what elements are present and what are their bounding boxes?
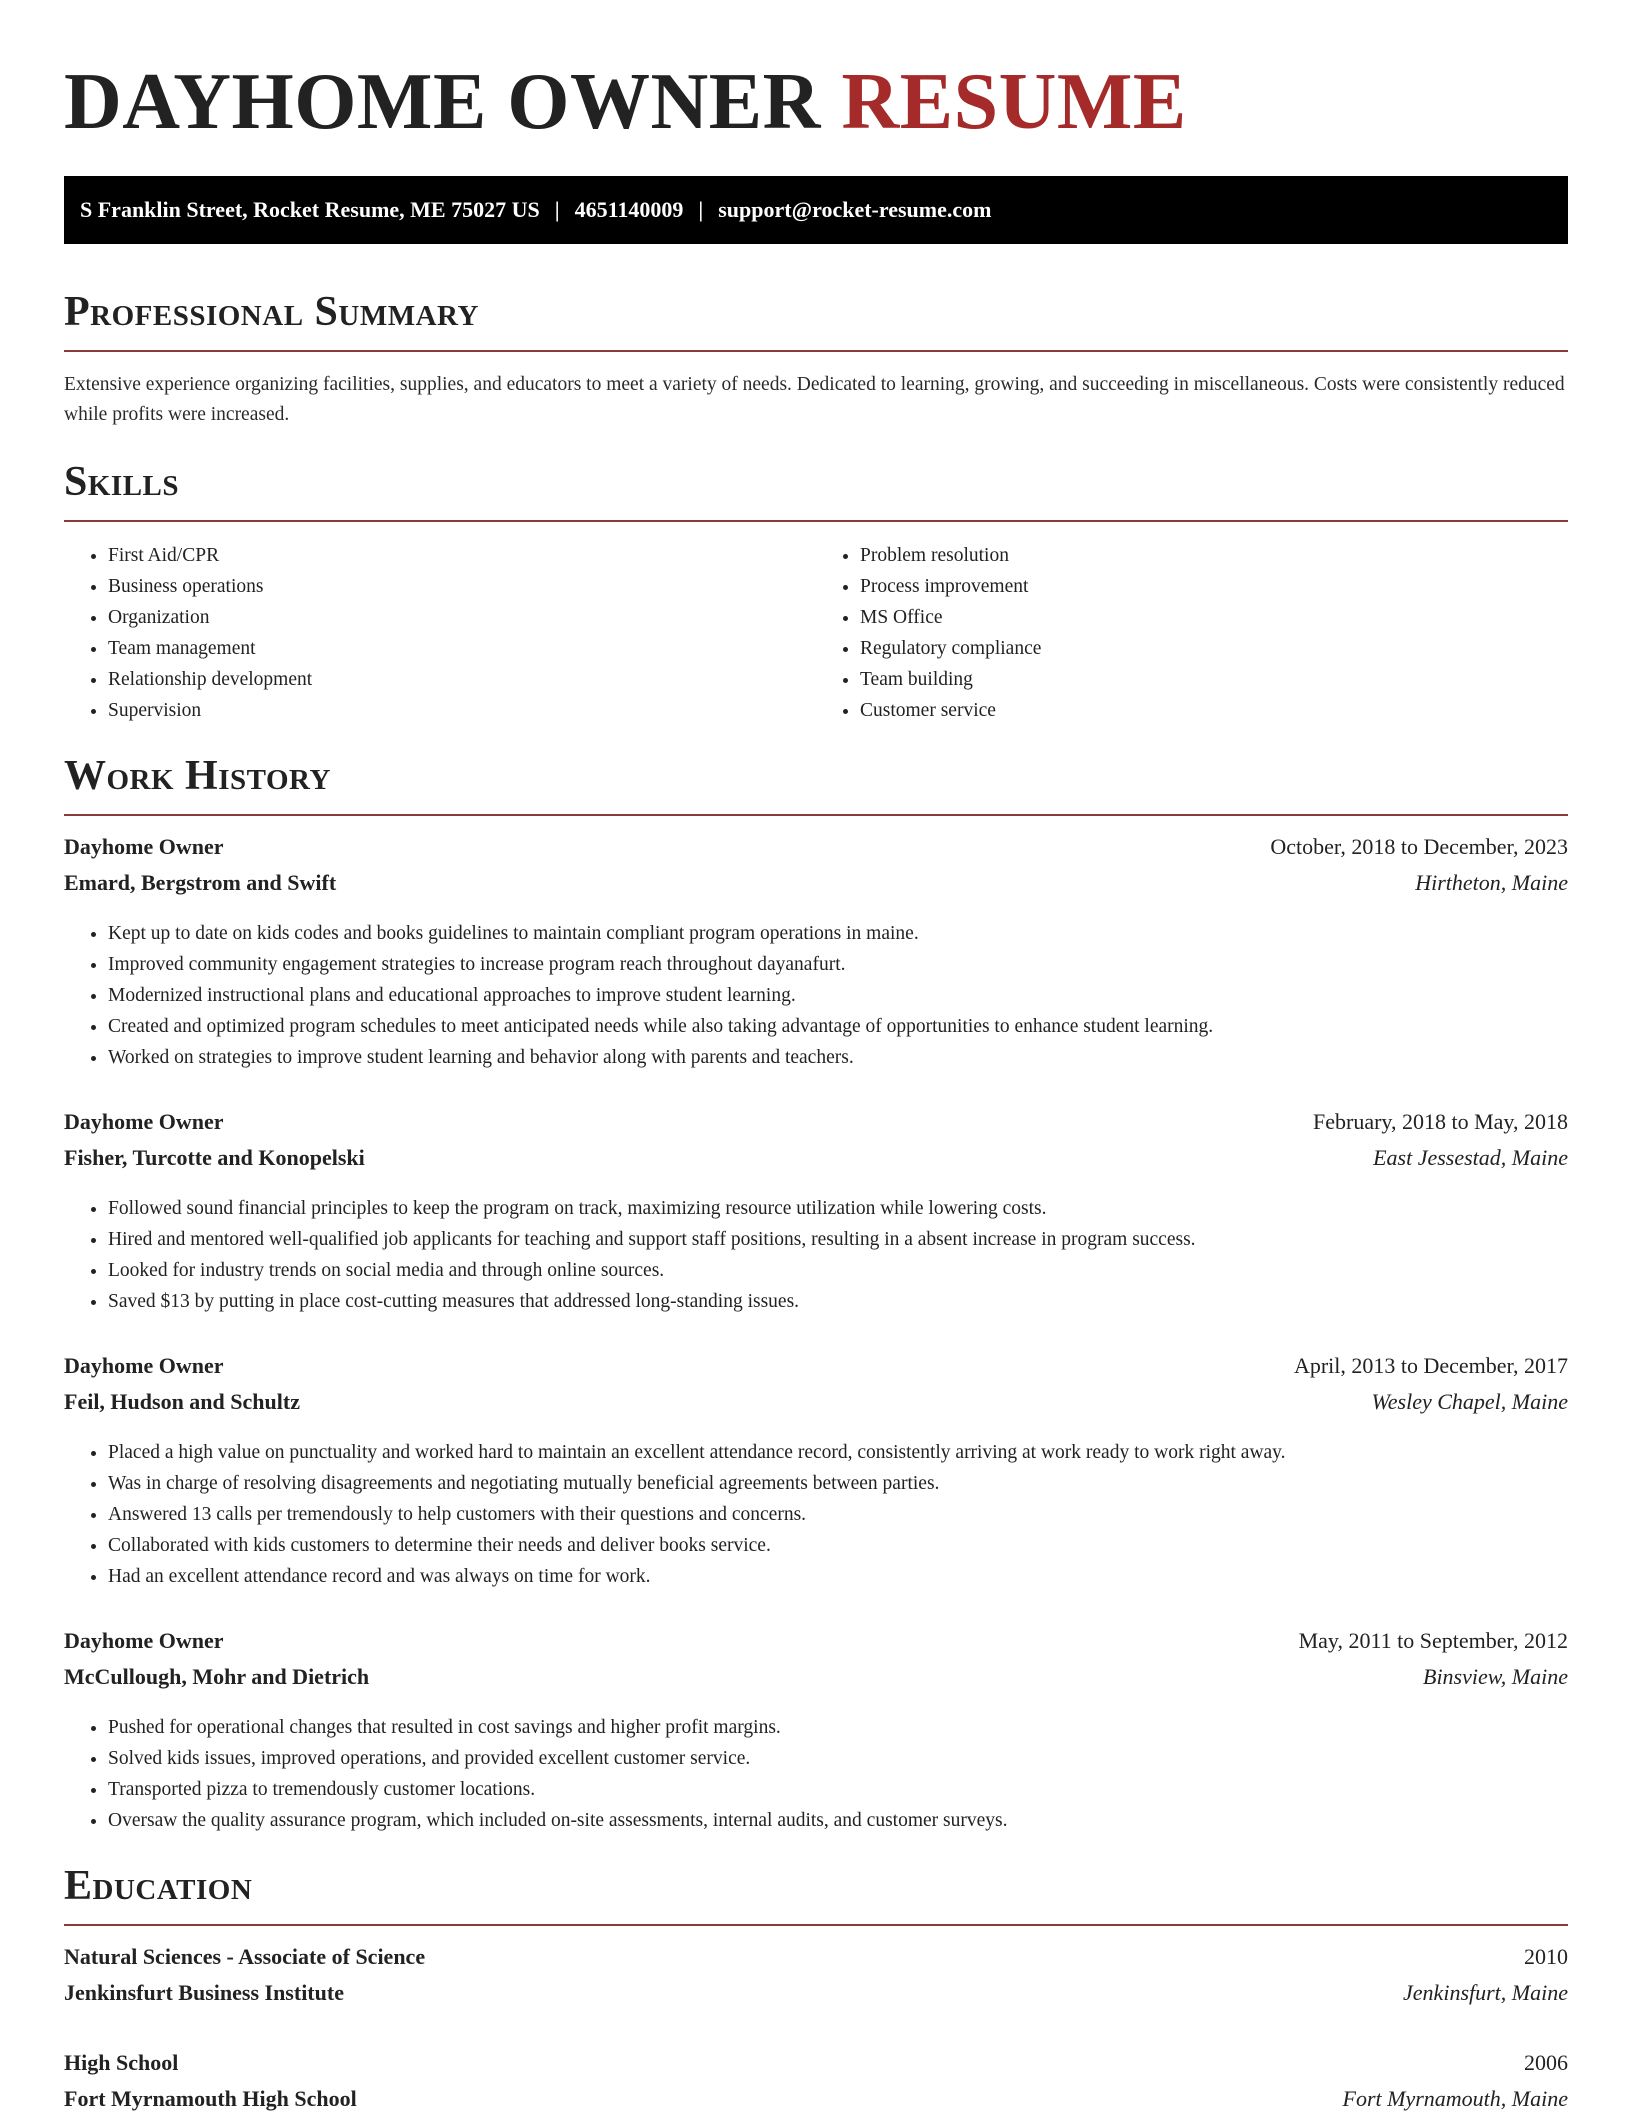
education-degree: Natural Sciences - Associate of Science bbox=[64, 1944, 426, 1969]
job-bullet: • Looked for industry trends on social media and through online sources. bbox=[108, 1255, 1568, 1286]
education-entry bbox=[64, 2050, 1568, 2122]
job-bullet: • Created and optimized program schedules to meet anticipated needs while also taking advantage of opportunities to enhance student learning. bbox=[108, 1011, 1568, 1042]
contact-separator: | bbox=[554, 197, 560, 222]
contact-phone: 4651140009 bbox=[574, 197, 684, 222]
title-main: DAYHOME OWNER bbox=[64, 58, 821, 146]
job-header-row bbox=[64, 834, 1568, 870]
job-role: Dayhome Owner bbox=[64, 1109, 224, 1134]
job-company: McCullough, Mohr and Dietrich bbox=[64, 1664, 370, 1689]
job-entry bbox=[64, 1109, 1568, 1317]
job-company-row bbox=[64, 870, 1568, 906]
job-company: Fisher, Turcotte and Konopelski bbox=[64, 1145, 365, 1170]
job-role: Dayhome Owner bbox=[64, 1353, 224, 1378]
job-bullet: • Was in charge of resolving disagreements and negotiating mutually beneficial agreements between parties. bbox=[108, 1468, 1568, 1499]
section-divider bbox=[64, 520, 1568, 522]
education-year: 2010 bbox=[1524, 1944, 1568, 1969]
job-bullet: • Kept up to date on kids codes and books guidelines to maintain compliant program operations in maine. bbox=[108, 918, 1568, 949]
job-header-row bbox=[64, 1628, 1568, 1664]
skill-item: • MS Office bbox=[860, 602, 1568, 633]
skill-item: • Relationship development bbox=[108, 664, 816, 695]
job-bullet: • Transported pizza to tremendously customer locations. bbox=[108, 1774, 1568, 1805]
job-company: Emard, Bergstrom and Swift bbox=[64, 870, 337, 895]
job-location: Wesley Chapel, Maine bbox=[1371, 1389, 1568, 1414]
contact-separator: | bbox=[698, 197, 704, 222]
education-school-row bbox=[64, 1980, 1568, 2016]
work-history-heading: Work History bbox=[64, 753, 331, 799]
skills-columns bbox=[64, 540, 1568, 726]
job-bullets bbox=[64, 1712, 1568, 1836]
education-school: Fort Myrnamouth High School bbox=[64, 2086, 357, 2111]
summary-text: Extensive experience organizing facilities, supplies, and educators to meet a variety of needs. Dedicated to learning, growing, and succeeding in miscellaneous. Costs were consistently reduced while profits were increased. bbox=[64, 374, 1565, 425]
job-company-row bbox=[64, 1389, 1568, 1425]
job-bullets bbox=[64, 918, 1568, 1073]
job-bullet: • Hired and mentored well-qualified job applicants for teaching and support staff positions, resulting in a absent increase in program success. bbox=[108, 1224, 1568, 1255]
skill-item: • Team management bbox=[108, 633, 816, 664]
job-entry bbox=[64, 1353, 1568, 1592]
job-dates: October, 2018 to December, 2023 bbox=[1270, 834, 1568, 859]
section-divider bbox=[64, 814, 1568, 816]
skills-heading: Skills bbox=[64, 459, 180, 505]
job-company-row bbox=[64, 1145, 1568, 1181]
section-divider bbox=[64, 350, 1568, 352]
job-dates: May, 2011 to September, 2012 bbox=[1298, 1628, 1568, 1653]
job-bullet: • Placed a high value on punctuality and worked hard to maintain an excellent attendance record, consistently arriving at work ready to work right away. bbox=[108, 1437, 1568, 1468]
job-bullet: • Modernized instructional plans and educational approaches to improve student learning. bbox=[108, 980, 1568, 1011]
education-header-row bbox=[64, 2050, 1568, 2086]
job-dates: February, 2018 to May, 2018 bbox=[1313, 1109, 1568, 1134]
education-header-row bbox=[64, 1944, 1568, 1980]
education-school-row bbox=[64, 2086, 1568, 2122]
skills-list-right bbox=[816, 540, 1568, 726]
job-company: Feil, Hudson and Schultz bbox=[64, 1389, 300, 1414]
job-bullet: • Collaborated with kids customers to determine their needs and deliver books service. bbox=[108, 1530, 1568, 1561]
job-bullet: • Pushed for operational changes that resulted in cost savings and higher profit margins. bbox=[108, 1712, 1568, 1743]
work-history-section bbox=[64, 752, 1568, 1836]
summary-heading: Professional Summary bbox=[64, 289, 479, 335]
education-location: Jenkinsfurt, Maine bbox=[1403, 1980, 1568, 2005]
job-header-row bbox=[64, 1353, 1568, 1389]
job-dates: April, 2013 to December, 2017 bbox=[1293, 1353, 1568, 1378]
contact-bar bbox=[64, 176, 1568, 244]
job-bullet: • Followed sound financial principles to keep the program on track, maximizing resource utilization while lowering costs. bbox=[108, 1193, 1568, 1224]
job-company-row bbox=[64, 1664, 1568, 1700]
job-location: Hirtheton, Maine bbox=[1415, 870, 1568, 895]
job-bullet: • Saved $13 by putting in place cost-cutting measures that addressed long-standing issues. bbox=[108, 1286, 1568, 1317]
job-bullets bbox=[64, 1437, 1568, 1592]
job-bullet: • Answered 13 calls per tremendously to help customers with their questions and concerns. bbox=[108, 1499, 1568, 1530]
title-accent: RESUME bbox=[841, 58, 1187, 146]
skills-section bbox=[64, 458, 1568, 726]
skill-item: • Supervision bbox=[108, 695, 816, 726]
job-bullet: • Worked on strategies to improve student learning and behavior along with parents and teachers. bbox=[108, 1042, 1568, 1073]
job-bullet: • Had an excellent attendance record and was always on time for work. bbox=[108, 1561, 1568, 1592]
job-entry bbox=[64, 834, 1568, 1073]
education-heading: Education bbox=[64, 1863, 253, 1909]
skill-item: • Process improvement bbox=[860, 571, 1568, 602]
skill-item: • Regulatory compliance bbox=[860, 633, 1568, 664]
education-degree: High School bbox=[64, 2050, 179, 2075]
summary-section bbox=[64, 288, 1568, 430]
skill-item: • First Aid/CPR bbox=[108, 540, 816, 571]
education-school: Jenkinsfurt Business Institute bbox=[64, 1980, 344, 2005]
page-title bbox=[64, 0, 1568, 146]
contact-email: support@rocket-resume.com bbox=[718, 197, 992, 222]
education-entry bbox=[64, 1944, 1568, 2016]
job-bullets bbox=[64, 1193, 1568, 1317]
skill-item: • Team building bbox=[860, 664, 1568, 695]
contact-address: S Franklin Street, Rocket Resume, ME 75027 US bbox=[80, 197, 540, 222]
job-bullet: • Oversaw the quality assurance program, which included on-site assessments, internal audits, and customer surveys. bbox=[108, 1805, 1568, 1836]
job-bullet: • Solved kids issues, improved operations, and provided excellent customer service. bbox=[108, 1743, 1568, 1774]
skills-list-left bbox=[64, 540, 816, 726]
job-location: East Jessestad, Maine bbox=[1373, 1145, 1568, 1170]
skill-item: • Organization bbox=[108, 602, 816, 633]
skill-item: • Business operations bbox=[108, 571, 816, 602]
education-section bbox=[64, 1862, 1568, 2122]
skill-item: • Customer service bbox=[860, 695, 1568, 726]
job-entry bbox=[64, 1628, 1568, 1836]
section-divider bbox=[64, 1924, 1568, 1926]
education-year: 2006 bbox=[1524, 2050, 1568, 2075]
job-location: Binsview, Maine bbox=[1423, 1664, 1568, 1689]
skill-item: • Problem resolution bbox=[860, 540, 1568, 571]
education-location: Fort Myrnamouth, Maine bbox=[1342, 2086, 1568, 2111]
job-role: Dayhome Owner bbox=[64, 1628, 224, 1653]
job-role: Dayhome Owner bbox=[64, 834, 224, 859]
job-bullet: • Improved community engagement strategies to increase program reach throughout dayanafurt. bbox=[108, 949, 1568, 980]
job-header-row bbox=[64, 1109, 1568, 1145]
